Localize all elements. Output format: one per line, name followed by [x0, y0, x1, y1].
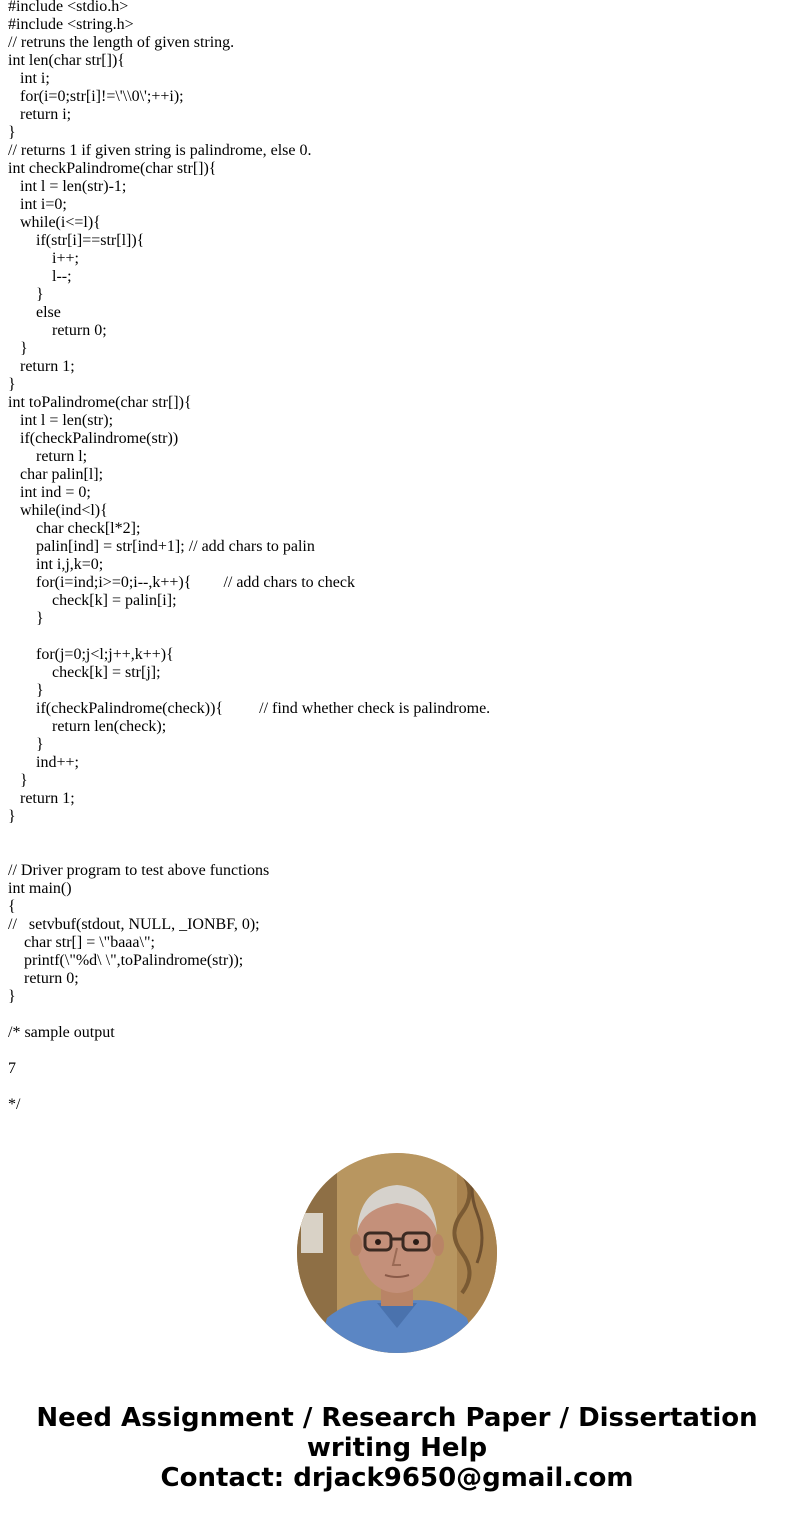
- code-line: char str[] = \"baaa\";: [8, 934, 155, 951]
- code-line: int len(char str[]){: [8, 52, 125, 69]
- code-line: while(i<=l){: [8, 214, 101, 231]
- code-line: return 0;: [8, 322, 107, 339]
- code-line: if(str[i]==str[l]){: [8, 232, 145, 249]
- code-line: for(j=0;j<l;j++,k++){: [8, 646, 174, 663]
- code-line: palin[ind] = str[ind+1]; // add chars to palin: [8, 538, 315, 555]
- author-photo-image: [297, 1153, 497, 1353]
- code-line: int toPalindrome(char str[]){: [8, 394, 192, 411]
- code-line: {: [8, 898, 16, 915]
- code-line: int l = len(str)-1;: [8, 178, 127, 195]
- code-line: [8, 1042, 490, 1060]
- promo-contact: Contact: drjack9650@gmail.com: [160, 1463, 634, 1493]
- code-line: [8, 1006, 490, 1024]
- code-line: return i;: [8, 106, 72, 123]
- code-line: }: [8, 736, 44, 753]
- code-line: // returns 1 if given string is palindrome, else 0.: [8, 142, 312, 159]
- code-listing: [8, 0, 490, 1114]
- promo-line-1: Need Assignment / Research Paper / Dissertation: [36, 1403, 758, 1433]
- code-line: ind++;: [8, 754, 79, 771]
- code-line: }: [8, 772, 28, 789]
- code-line: else: [8, 304, 61, 321]
- code-line: while(ind<l){: [8, 502, 108, 519]
- code-line: if(checkPalindrome(check)){ // find whether check is palindrome.: [8, 700, 491, 717]
- code-line: [8, 628, 490, 646]
- code-line: int i=0;: [8, 196, 67, 213]
- code-line: [8, 826, 490, 844]
- code-line: for(i=ind;i>=0;i--,k++){ // add chars to check: [8, 574, 355, 591]
- code-line: [8, 844, 490, 862]
- code-line: check[k] = palin[i];: [8, 592, 177, 609]
- code-line: return 0;: [8, 970, 79, 987]
- code-line: 7: [8, 1060, 16, 1077]
- code-line: int main(): [8, 880, 72, 897]
- code-line: int l = len(str);: [8, 412, 114, 429]
- code-line: #include <string.h>: [8, 16, 134, 33]
- code-line: #include <stdio.h>: [8, 0, 129, 15]
- code-line: printf(\"%d\ \",toPalindrome(str));: [8, 952, 244, 969]
- code-line: char palin[l];: [8, 466, 104, 483]
- code-line: [8, 1078, 490, 1096]
- code-line: /* sample output: [8, 1024, 115, 1041]
- code-line: int i;: [8, 70, 50, 87]
- promo-line-2: writing Help: [306, 1433, 488, 1463]
- promo-banner: [0, 1403, 794, 1493]
- code-line: i++;: [8, 250, 79, 267]
- code-line: // Driver program to test above functions: [8, 862, 270, 879]
- code-line: check[k] = str[j];: [8, 664, 161, 681]
- code-line: // setvbuf(stdout, NULL, _IONBF, 0);: [8, 916, 260, 933]
- code-line: }: [8, 124, 16, 141]
- code-line: return len(check);: [8, 718, 167, 735]
- code-line: // retruns the length of given string.: [8, 34, 235, 51]
- code-line: }: [8, 340, 28, 357]
- code-line: return 1;: [8, 790, 75, 807]
- code-line: }: [8, 376, 16, 393]
- code-line: }: [8, 286, 44, 303]
- code-line: char check[l*2];: [8, 520, 141, 537]
- code-line: int ind = 0;: [8, 484, 91, 501]
- code-line: return l;: [8, 448, 88, 465]
- code-line: for(i=0;str[i]!=\'\\0\';++i);: [8, 88, 184, 105]
- code-line: if(checkPalindrome(str)): [8, 430, 179, 447]
- code-line: int i,j,k=0;: [8, 556, 104, 573]
- code-line: }: [8, 610, 44, 627]
- code-line: }: [8, 808, 16, 825]
- code-line: l--;: [8, 268, 72, 285]
- code-line: */: [8, 1096, 21, 1113]
- code-line: }: [8, 682, 44, 699]
- code-line: int checkPalindrome(char str[]){: [8, 160, 217, 177]
- code-line: }: [8, 988, 16, 1005]
- code-line: return 1;: [8, 358, 75, 375]
- author-photo: [297, 1153, 497, 1353]
